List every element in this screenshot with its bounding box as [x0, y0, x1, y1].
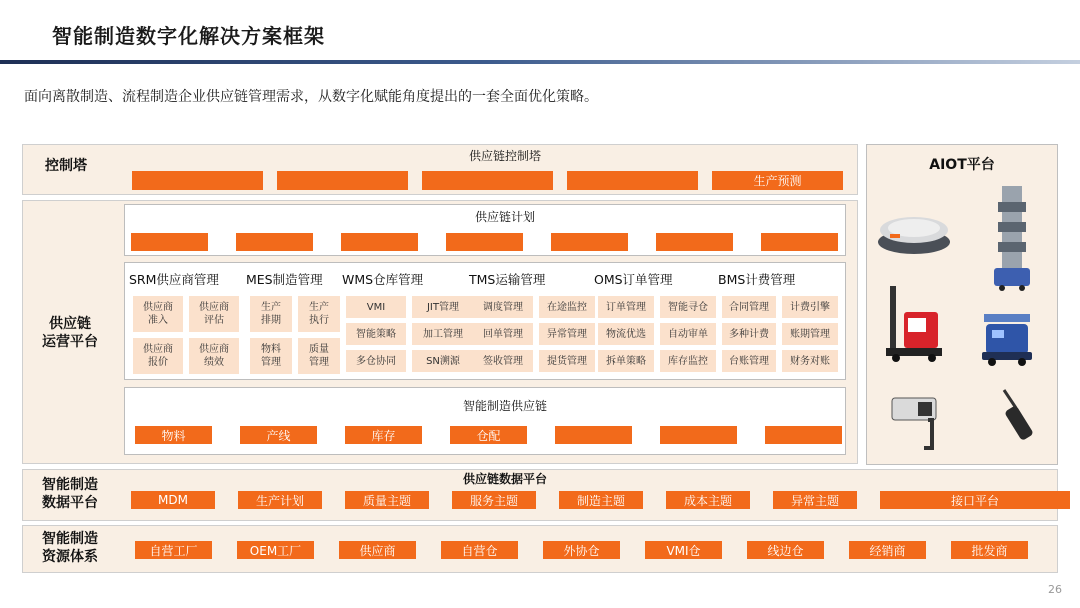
control-tower-bar-0	[132, 171, 263, 190]
system-cell: 供应商 报价	[133, 338, 183, 374]
system-cell: 供应商 评估	[189, 296, 239, 332]
system-cell: VMI	[346, 296, 406, 318]
system-cell: SN溯源	[412, 350, 474, 372]
smart-supply-bar-4	[555, 426, 632, 444]
operations-label-line2: 运营平台	[42, 334, 98, 350]
plan-bar-0	[131, 233, 208, 251]
smart-supply-bar-0: 物料	[135, 426, 212, 444]
system-cell: 订单管理	[598, 296, 654, 318]
system-title-0: SRM供应商管理	[129, 272, 219, 287]
control-tower-label: 控制塔	[45, 158, 87, 174]
resources-label-line2: 资源体系	[42, 549, 98, 565]
system-title-5: BMS计费管理	[718, 272, 796, 287]
system-cell: 计费引擎	[782, 296, 838, 318]
system-cell: 合同管理	[722, 296, 776, 318]
resource-bar-3: 自营仓	[441, 541, 518, 559]
system-cell: 财务对账	[782, 350, 838, 372]
data-bar-2: 质量主题	[345, 491, 429, 509]
resource-bar-8: 批发商	[951, 541, 1028, 559]
smart-supply-bar-1: 产线	[240, 426, 317, 444]
data-bar-1: 生产计划	[238, 491, 322, 509]
system-cell: 多种计费	[722, 323, 776, 345]
smart-supply-title: 智能制造供应链	[462, 399, 547, 413]
control-tower-bar-2	[422, 171, 553, 190]
robot-vacuum-icon	[874, 208, 954, 258]
aiot-title: AIOT平台	[929, 157, 995, 173]
system-cell: 智能寻仓	[660, 296, 716, 318]
system-title-2: WMS仓库管理	[342, 272, 424, 287]
system-cell: 自动审单	[660, 323, 716, 345]
page-subtitle: 面向离散制造、流程制造企业供应链管理需求，从数字化赋能角度提出的一套全面优化策略。	[24, 89, 598, 105]
system-title-3: TMS运输管理	[469, 272, 546, 287]
data-platform-label	[28, 476, 112, 512]
system-title-1: MES制造管理	[246, 272, 323, 287]
system-cell: 台账管理	[722, 350, 776, 372]
plan-bar-5	[656, 233, 733, 251]
resource-bar-6: 线边仓	[747, 541, 824, 559]
camera-icon	[888, 388, 944, 452]
system-title-4: OMS订单管理	[594, 272, 673, 287]
operations-label-line1: 供应链	[49, 316, 91, 332]
system-cell: 多仓协同	[346, 350, 406, 372]
data-bar-6: 异常主题	[773, 491, 857, 509]
smart-supply-bar-6	[765, 426, 842, 444]
supply-plan-title: 供应链计划	[474, 210, 535, 224]
system-cell: 拆单策略	[598, 350, 654, 372]
data-bar-5: 成本主题	[666, 491, 750, 509]
system-cell: 供应商 绩效	[189, 338, 239, 374]
system-cell: 调度管理	[473, 296, 533, 318]
system-cell: 异常管理	[539, 323, 595, 345]
title-divider	[0, 60, 1080, 64]
page-title: 智能制造数字化解决方案框架	[52, 24, 325, 48]
system-cell: 在途监控	[539, 296, 595, 318]
data-bar-7: 接口平台	[880, 491, 1070, 509]
system-cell: 签收管理	[473, 350, 533, 372]
plan-bar-3	[446, 233, 523, 251]
data-bar-0: MDM	[131, 491, 215, 509]
system-cell: 加工管理	[412, 323, 474, 345]
system-cell: 回单管理	[473, 323, 533, 345]
control-tower-title: 供应链控制塔	[468, 149, 541, 163]
smart-supply-bar-2: 库存	[345, 426, 422, 444]
system-cell: 智能策略	[346, 323, 406, 345]
data-bar-3: 服务主题	[452, 491, 536, 509]
forklift-icon	[884, 282, 944, 364]
sensor-icon	[996, 386, 1044, 448]
page-number: 26	[1048, 583, 1062, 596]
plan-bar-1	[236, 233, 313, 251]
control-tower-bar-1	[277, 171, 408, 190]
data-platform-title: 供应链数据平台	[462, 472, 547, 486]
system-cell: 库存监控	[660, 350, 716, 372]
resources-label-line1: 智能制造	[42, 531, 98, 547]
system-cell: 生产 排期	[250, 296, 292, 332]
resource-bar-0: 自营工厂	[135, 541, 212, 559]
system-cell: 物料 管理	[250, 338, 292, 374]
plan-bar-4	[551, 233, 628, 251]
resource-bar-4: 外协仓	[543, 541, 620, 559]
system-cell: 提货管理	[539, 350, 595, 372]
data-platform-label-line1: 智能制造	[42, 477, 98, 493]
system-cell: 物流优选	[598, 323, 654, 345]
resource-bar-7: 经销商	[849, 541, 926, 559]
resource-bar-2: 供应商	[339, 541, 416, 559]
data-platform-label-line2: 数据平台	[42, 495, 98, 511]
shelf-robot-icon	[988, 184, 1036, 292]
resource-bar-1: OEM工厂	[237, 541, 314, 559]
system-cell: JIT管理	[412, 296, 474, 318]
plan-bar-6	[761, 233, 838, 251]
system-cell: 质量 管理	[298, 338, 340, 374]
smart-supply-bar-5	[660, 426, 737, 444]
system-cell: 账期管理	[782, 323, 838, 345]
resource-bar-5: VMI仓	[645, 541, 722, 559]
data-bar-4: 制造主题	[559, 491, 643, 509]
plan-bar-2	[341, 233, 418, 251]
operations-label	[28, 315, 112, 351]
system-cell: 供应商 准入	[133, 296, 183, 332]
system-cell: 生产 执行	[298, 296, 340, 332]
resources-label	[28, 530, 112, 566]
control-tower-bar-4: 生产预测	[712, 171, 843, 190]
agv-icon	[978, 306, 1036, 368]
control-tower-bar-3	[567, 171, 698, 190]
smart-supply-bar-3: 仓配	[450, 426, 527, 444]
